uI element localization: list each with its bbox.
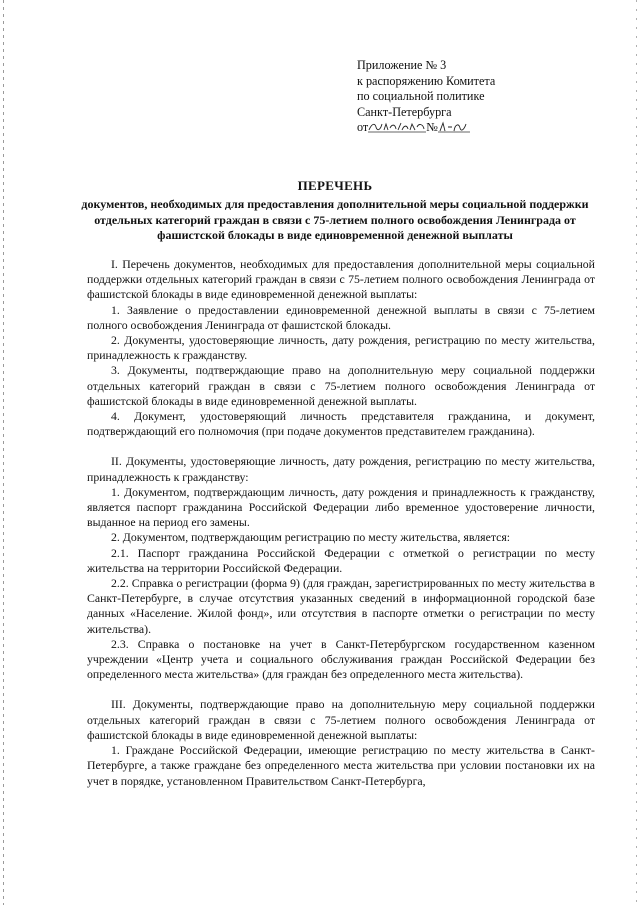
scan-edge-right [636, 0, 637, 905]
title-subtitle: документов, необходимых для предоставления дополнительной меры социальной поддержки отдельных категорий граждан в связи с 75-летием полного освобождения Ленинграда от фашистской блокады в виде единовременной денежной выплаты [81, 197, 589, 243]
section-2-heading: II. Документы, удостоверяющие личность, дату рождения, регистрацию по месту жительства, принадлежность к гражданству: [87, 454, 595, 484]
number-prefix: № [426, 120, 438, 135]
section-3-item: 1. Граждане Российской Федерации, имеющие регистрацию по месту жительства в Санкт-Петербурге, а также граждане без определенного места жительства при условии постановки их на учет в порядке, установленном Правительством Санкт-Петербурга, [87, 743, 595, 788]
section-1-item: 2. Документы, удостоверяющие личность, дату рождения, регистрацию по месту жительства, принадлежность к гражданству. [87, 333, 595, 363]
document-body [87, 257, 595, 789]
appendix-line-3: по социальной политике [357, 89, 485, 104]
appendix-line-1: Приложение № 3 [357, 58, 447, 72]
section-2-item: 2.2. Справка о регистрации (форма 9) (для граждан, зарегистрированных по месту жительства в Санкт-Петербурге, в случае отсутствия указанных сведений в информационной городской базе данных «Население. Жилой фонд», или отсутствия в паспорте отметки о регистрации по месту жительства). [87, 576, 595, 636]
section-1-item: 4. Документ, удостоверяющий личность представителя гражданина, и документ, подтверждающий его полномочия (при подаче документов представителем гражданина). [87, 409, 595, 439]
appendix-header [357, 58, 597, 136]
date-prefix: от [357, 120, 369, 135]
section-2-item: 1. Документом, подтверждающим личность, дату рождения и принадлежность к гражданству, является паспорт гражданина Российской Федерации либо временное удостоверение личности, выданное на период его замены. [87, 484, 595, 530]
section-2-item: 2.1. Паспорт гражданина Российской Федерации с отметкой о регистрации по месту жительства на территории Российской Федерации. [87, 545, 595, 575]
section-3-heading: III. Документы, подтверждающие право на дополнительную меру социальной поддержки отдельных категорий граждан в связи с 75-летием полного освобождения Ленинграда от фашистской блокады в виде единовременной денежной выплаты: [87, 697, 595, 742]
section-2-item: 2.3. Справка о постановке на учет в Санкт-Петербургском государственном казенном учреждении «Центр учета и социального обслуживания граждан Российской Федерации без определенного места жительства» (для граждан без определенного места жительства). [87, 636, 595, 682]
section-spacer [87, 682, 595, 697]
appendix-date-line [357, 120, 597, 136]
section-1-item: 3. Документы, подтверждающие право на дополнительную меру социальной поддержки отдельных категорий граждан в связи с 75-летием полного освобождения Ленинграда от фашистской блокады в виде единовременной денежной выплаты. [87, 363, 595, 408]
section-1-heading: I. Перечень документов, необходимых для предоставления дополнительной меры социальной поддержки отдельных категорий граждан в связи с 75-летием полного освобождения Ленинграда от фашистской блокады в виде единовременной денежной выплаты: [87, 257, 595, 302]
scan-edge-left [3, 0, 4, 905]
section-1-item: 1. Заявление о предоставлении единовременной денежной выплаты в связи с 75-летием полного освобождения Ленинграда от фашистской блокады. [87, 302, 595, 332]
handwritten-date [368, 121, 426, 133]
section-2-item: 2. Документом, подтверждающим регистрацию по месту жительства, является: [111, 530, 511, 545]
appendix-line-4: Санкт-Петербурга [357, 104, 452, 119]
handwritten-number [438, 121, 470, 133]
document-title [70, 178, 600, 244]
section-spacer [87, 439, 595, 454]
appendix-line-2: к распоряжению Комитета [357, 73, 496, 88]
title-heading: ПЕРЕЧЕНЬ [297, 178, 373, 193]
